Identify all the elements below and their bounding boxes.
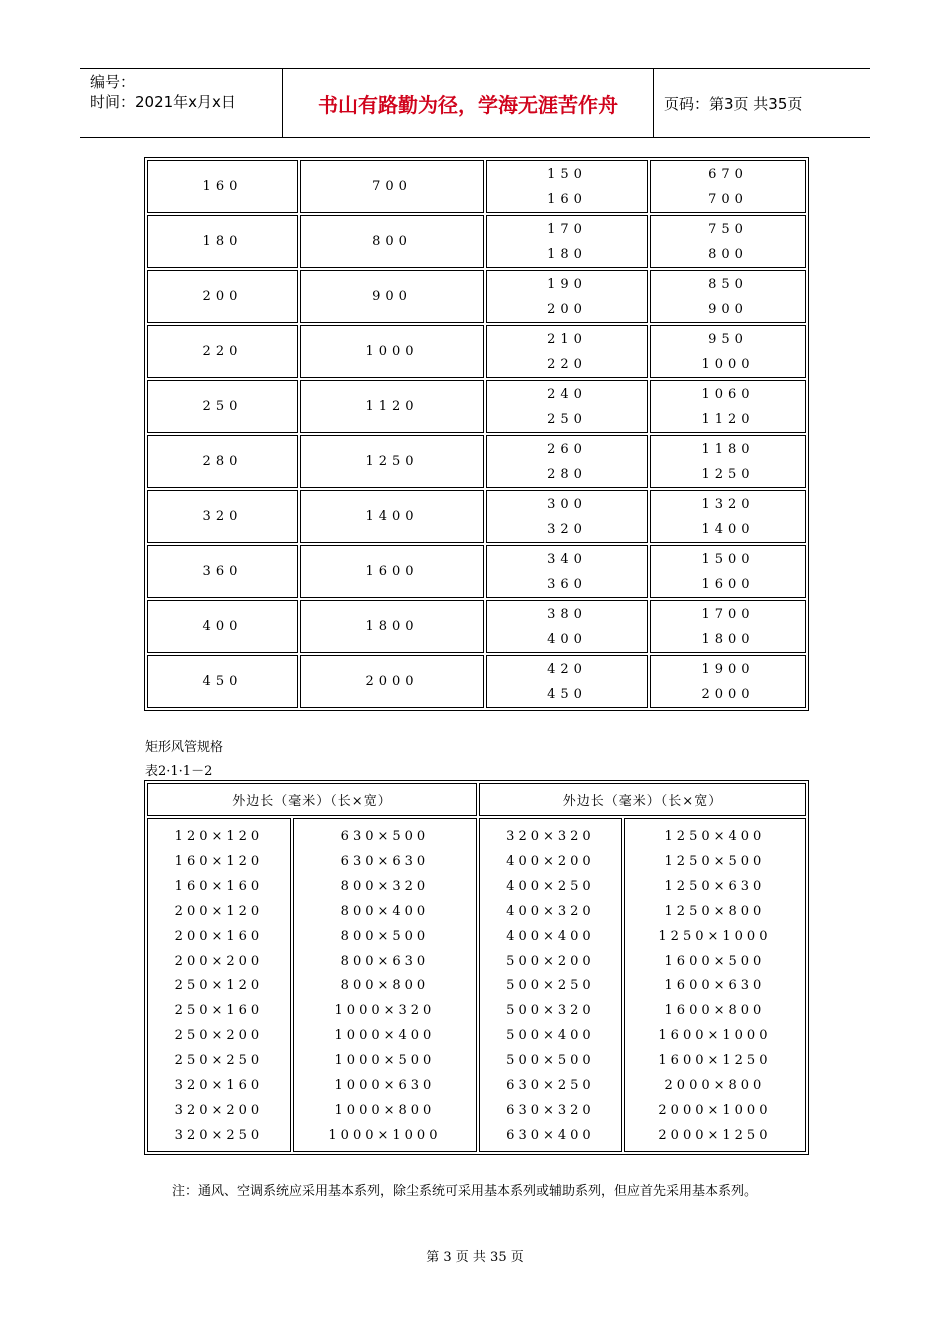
cell-c2: 800 [300,215,484,268]
size-entry: 1000×800 [334,1102,436,1118]
cell-value: 300 [547,496,587,512]
size-entry: 1000×630 [334,1078,436,1094]
size-entry: 400×400 [506,928,595,944]
note-text: 注：通风、空调系统应采用基本系列，除尘系统可采用基本系列或辅助系列，但应首先采用基本系列。 [172,1184,758,1199]
cell-c4 [650,325,806,378]
cell-value: 750 [708,221,748,237]
table-caption-number: 表2·1·1－2 [145,764,213,779]
rect-col-1 [147,818,291,1152]
size-entry: 1600×630 [664,978,766,994]
table-row [147,490,806,543]
table-row [147,160,806,213]
cell-c4 [650,380,806,433]
cell-c2: 1120 [300,380,484,433]
cell-c1: 280 [147,435,298,488]
size-entry: 400×200 [506,853,595,869]
size-entry: 1250×1000 [658,928,772,944]
cell-value: 900 [708,301,748,317]
cell-c3 [486,160,648,213]
cell-value: 250 [547,411,587,427]
cell-value: 160 [547,191,587,207]
cell-value: 670 [708,166,748,182]
size-entry: 800×320 [340,878,430,894]
cell-c2: 1000 [300,325,484,378]
rect-table-header-left: 外边长（毫米）（长×宽） [147,783,477,816]
cell-c3 [486,270,648,323]
cell-c4 [650,490,806,543]
size-entry: 400×320 [506,903,595,919]
size-entry: 160×120 [174,853,264,869]
cell-c3 [486,435,648,488]
size-entry: 1250×800 [664,903,766,919]
size-entry: 1250×400 [664,829,766,844]
size-entry: 120×120 [174,829,264,844]
table-row [147,545,806,598]
cell-value: 150 [547,166,587,182]
cell-value: 400 [547,631,587,647]
table-row [147,600,806,653]
size-entry: 800×400 [340,903,430,919]
size-entry: 500×500 [506,1053,595,1069]
size-entry: 630×630 [340,853,430,869]
size-entry: 1250×500 [664,853,766,869]
page-footer: 第 3 页 共 35 页 [426,1250,524,1265]
rect-table-header-right: 外边长（毫米）（长×宽） [479,783,806,816]
table-row [147,325,806,378]
cell-value: 1180 [701,441,755,457]
size-entry: 250×160 [174,1003,264,1019]
size-entry: 250×120 [174,978,264,994]
size-entry: 320×160 [174,1078,264,1094]
cell-value: 420 [547,661,587,677]
size-entry: 320×200 [174,1102,264,1118]
cell-c3 [486,380,648,433]
cell-c4 [650,270,806,323]
size-entry: 2000×1250 [658,1127,772,1143]
cell-c4 [650,435,806,488]
cell-c3 [486,600,648,653]
size-entry: 200×160 [174,928,264,944]
cell-c4 [650,655,806,708]
cell-value: 450 [547,686,587,702]
size-entry: 800×500 [340,928,430,944]
cell-c1: 220 [147,325,298,378]
size-entry: 1600×800 [664,1003,766,1019]
header-meta [80,69,280,137]
cell-c4 [650,160,806,213]
rect-col-2 [293,818,477,1152]
number-label: 编号： [90,73,136,91]
cell-c2: 900 [300,270,484,323]
size-entry: 400×250 [506,878,595,894]
size-entry: 500×320 [506,1003,595,1019]
cell-c3 [486,545,648,598]
page-header [80,68,870,138]
cell-value: 340 [547,551,587,567]
header-motto: 书山有路勤为径，学海无涯苦作舟 [282,69,654,137]
size-entry: 630×500 [340,829,430,844]
cell-c2: 700 [300,160,484,213]
cell-value: 1250 [701,466,755,482]
size-entry: 630×250 [506,1078,595,1094]
size-entry: 320×250 [174,1127,264,1143]
cell-c4 [650,215,806,268]
date-label: 时间：2021年x月x日 [90,93,236,111]
size-entry: 200×200 [174,953,264,969]
size-entry: 1000×1000 [328,1127,442,1143]
size-entry: 1600×1000 [658,1028,772,1044]
cell-value: 180 [547,246,587,262]
cell-value: 320 [547,521,587,537]
table-row [147,380,806,433]
size-entry: 1600×1250 [658,1053,772,1069]
cell-value: 1060 [701,386,755,402]
cell-value: 950 [708,331,748,347]
cell-c4 [650,600,806,653]
cell-c2: 2000 [300,655,484,708]
table-row [147,435,806,488]
cell-value: 1500 [701,551,755,567]
cell-value: 1000 [701,356,755,372]
size-entry: 1000×320 [334,1003,436,1019]
cell-value: 170 [547,221,587,237]
size-entry: 320×320 [506,829,595,844]
cell-c3 [486,325,648,378]
cell-c2: 1250 [300,435,484,488]
cell-value: 800 [708,246,748,262]
cell-value: 1900 [701,661,755,677]
cell-value: 210 [547,331,587,347]
table-caption-title: 矩形风管规格 [145,740,224,755]
cell-value: 240 [547,386,587,402]
cell-c4 [650,545,806,598]
cell-value: 220 [547,356,587,372]
cell-value: 850 [708,276,748,292]
size-entry: 2000×800 [664,1078,766,1094]
cell-value: 1800 [701,631,755,647]
cell-value: 200 [547,301,587,317]
cell-value: 190 [547,276,587,292]
size-entry: 200×120 [174,903,264,919]
cell-value: 1320 [701,496,755,512]
size-entry: 1600×500 [664,953,766,969]
cell-c1: 360 [147,545,298,598]
cell-value: 700 [708,191,748,207]
cell-value: 360 [547,576,587,592]
size-entry: 250×250 [174,1053,264,1069]
cell-c1: 400 [147,600,298,653]
size-entry: 1000×400 [334,1028,436,1044]
cell-value: 280 [547,466,587,482]
table-row [147,655,806,708]
rect-col-3 [479,818,622,1152]
rect-col-4 [624,818,806,1152]
cell-c3 [486,655,648,708]
cell-c1: 180 [147,215,298,268]
size-entry: 500×400 [506,1028,595,1044]
cell-c2: 1600 [300,545,484,598]
cell-value: 380 [547,606,587,622]
size-entry: 250×200 [174,1028,264,1044]
size-entry: 1000×500 [334,1053,436,1069]
cell-c1: 320 [147,490,298,543]
cell-c3 [486,490,648,543]
size-entry: 630×400 [506,1127,595,1143]
cell-value: 2000 [701,686,755,702]
header-page-info: 页码：第3页 共35页 [664,94,803,113]
round-duct-table-body [147,160,806,708]
size-entry: 630×320 [506,1102,595,1118]
cell-value: 1120 [701,411,755,427]
size-entry: 500×200 [506,953,595,969]
size-entry: 2000×1000 [658,1102,772,1118]
round-duct-table [144,157,809,711]
size-entry: 160×160 [174,878,264,894]
cell-c2: 1800 [300,600,484,653]
cell-c1: 250 [147,380,298,433]
cell-value: 1600 [701,576,755,592]
table-row [147,270,806,323]
cell-c1: 200 [147,270,298,323]
cell-c1: 160 [147,160,298,213]
cell-c3 [486,215,648,268]
cell-value: 1700 [701,606,755,622]
cell-value: 260 [547,441,587,457]
size-entry: 800×800 [340,978,430,994]
cell-c1: 450 [147,655,298,708]
cell-value: 1400 [701,521,755,537]
size-entry: 1250×630 [664,878,766,894]
size-entry: 500×250 [506,978,595,994]
rect-duct-table [144,780,809,1155]
size-entry: 800×630 [340,953,430,969]
table-row [147,215,806,268]
cell-c2: 1400 [300,490,484,543]
